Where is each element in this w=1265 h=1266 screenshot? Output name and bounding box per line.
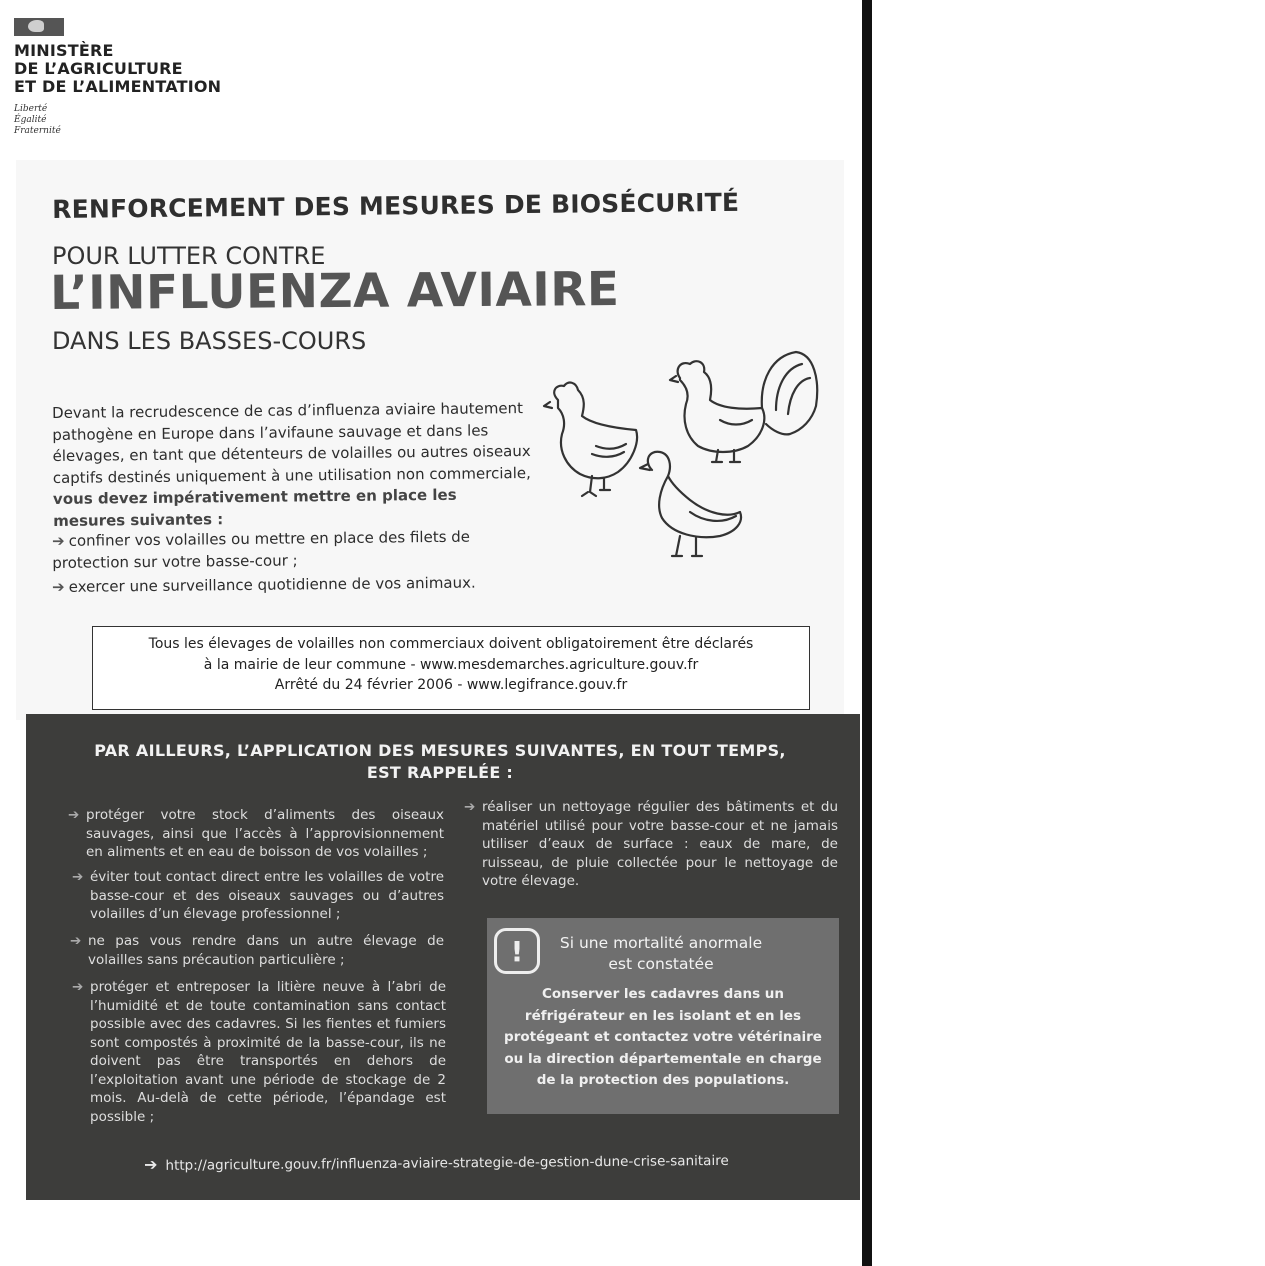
- measure-text: réaliser un nettoyage régulier des bâtiments et du matériel utilisé pour votre basse-cour et ne jamais utiliser d’eaux de surface : eaux de mare, de ruisseau, de pluie collectée pour le nettoyage de votre élevage.: [482, 799, 838, 889]
- intro-bullet-text: confiner vos volailles ou mettre en place des filets de protection sur votre basse-cour ;: [52, 527, 471, 572]
- arrow-right-icon: ➔: [464, 799, 476, 815]
- arrow-right-icon: ➔: [144, 1154, 158, 1174]
- measure-text: protéger votre stock d’aliments des oiseaux sauvages, ainsi que l’accès à l’approvisionnement en aliments et en eau de boisson de vos volailles ;: [86, 807, 444, 860]
- marianne-icon: [14, 18, 64, 36]
- declaration-box: [92, 626, 810, 710]
- goose-icon: [640, 452, 741, 556]
- arrow-right-icon: ➔: [52, 531, 65, 550]
- alert-title-line: Si une mortalité anormale: [559, 934, 763, 952]
- alert-body: Conserver les cadavres dans un réfrigérateur en les isolant et en les protégeant et contactez votre vétérinaire ou la direction départementale en charge de la protection des populations.: [504, 986, 822, 1088]
- arrow-right-icon: ➔: [72, 869, 84, 885]
- motto-line: Liberté: [14, 104, 48, 114]
- arrow-right-icon: ➔: [72, 979, 84, 995]
- poultry-illustration: [540, 350, 830, 565]
- ministry-name: [14, 42, 221, 96]
- measure-item: [68, 806, 444, 862]
- declaration-line: Arrêté du 24 février 2006 - www.legifrance.gouv.fr: [274, 677, 628, 693]
- headline-main: L’INFLUENZA AVIAIRE: [50, 262, 620, 321]
- intro-emphasis: vous devez impérativement mettre en place les mesures suivantes :: [52, 485, 457, 530]
- alert-title-line: est constatée: [608, 955, 714, 973]
- intro-text: Devant la recrudescence de cas d’influenza aviaire hautement pathogène en Europe dans l’avifaune sauvage et dans les élevages, en tant que détenteurs de volailles ou autres oiseaux captifs destinés uniquement à une utilisation non commerciale,: [52, 399, 531, 487]
- measure-item: [72, 978, 446, 1126]
- arrow-right-icon: ➔: [70, 933, 82, 949]
- declaration-line: Tous les élevages de volailles non commerciaux doivent obligatoirement être déclarés: [148, 636, 754, 652]
- intro-bullet-text: exercer une surveillance quotidienne de vos animaux.: [68, 573, 476, 596]
- ministry-name-line: MINISTÈRE: [14, 41, 114, 60]
- measure-item: [70, 932, 444, 969]
- measures-title: [40, 740, 840, 784]
- hen-icon: [544, 383, 637, 496]
- alert-title: [546, 933, 776, 975]
- rooster-icon: [670, 352, 817, 462]
- motto-line: Fraternité: [14, 126, 61, 136]
- intro-paragraph: [52, 398, 533, 532]
- measure-item: [464, 798, 838, 891]
- republic-motto: [14, 104, 221, 137]
- footer-link-text[interactable]: http://agriculture.gouv.fr/influenza-aviaire-strategie-de-gestion-dune-crise-sanitaire: [165, 1152, 729, 1174]
- headline-scope: DANS LES BASSES-COURS: [52, 327, 367, 355]
- arrow-right-icon: ➔: [68, 807, 80, 823]
- ministry-name-line: DE L’AGRICULTURE: [14, 59, 183, 78]
- arrow-right-icon: ➔: [52, 577, 65, 596]
- intro-bullet: [52, 526, 522, 574]
- scan-edge-bar: [862, 0, 872, 1266]
- measure-text: ne pas vous rendre dans un autre élevage de volailles sans précaution particulière ;: [88, 933, 444, 968]
- measure-text: éviter tout contact direct entre les volailles de votre basse-cour et des oiseaux sauvages ou d’autres volailles d’un élevage professionnel ;: [90, 869, 444, 922]
- headline-biosecurity: RENFORCEMENT DES MESURES DE BIOSÉCURITÉ: [52, 187, 740, 224]
- headline-subtitle: POUR LUTTER CONTRE: [52, 242, 326, 270]
- measure-text: protéger et entreposer la litière neuve à l’abri de l’humidité et de toute contamination sans contact possible avec des cadavres. Si les fientes et fumiers sont compostés à proximité de la basse-cour, ils ne doivent pas être transportés en dehors de l’exploitation avant une période de stockage de 2 mois. Au-delà de cette période, l’épandage est possible ;: [90, 979, 446, 1125]
- motto-line: Égalité: [14, 115, 47, 125]
- exclamation-icon: !: [494, 928, 540, 974]
- measure-item: [72, 868, 444, 924]
- declaration-line: à la mairie de leur commune - www.mesdemarches.agriculture.gouv.fr: [203, 656, 699, 673]
- ministry-logo: [14, 18, 221, 137]
- measures-title-line: EST RAPPELÉE :: [366, 763, 514, 782]
- measures-title-line: PAR AILLEURS, L’APPLICATION DES MESURES SUIVANTES, EN TOUT TEMPS,: [94, 741, 786, 760]
- ministry-name-line: ET DE L’ALIMENTATION: [14, 77, 222, 96]
